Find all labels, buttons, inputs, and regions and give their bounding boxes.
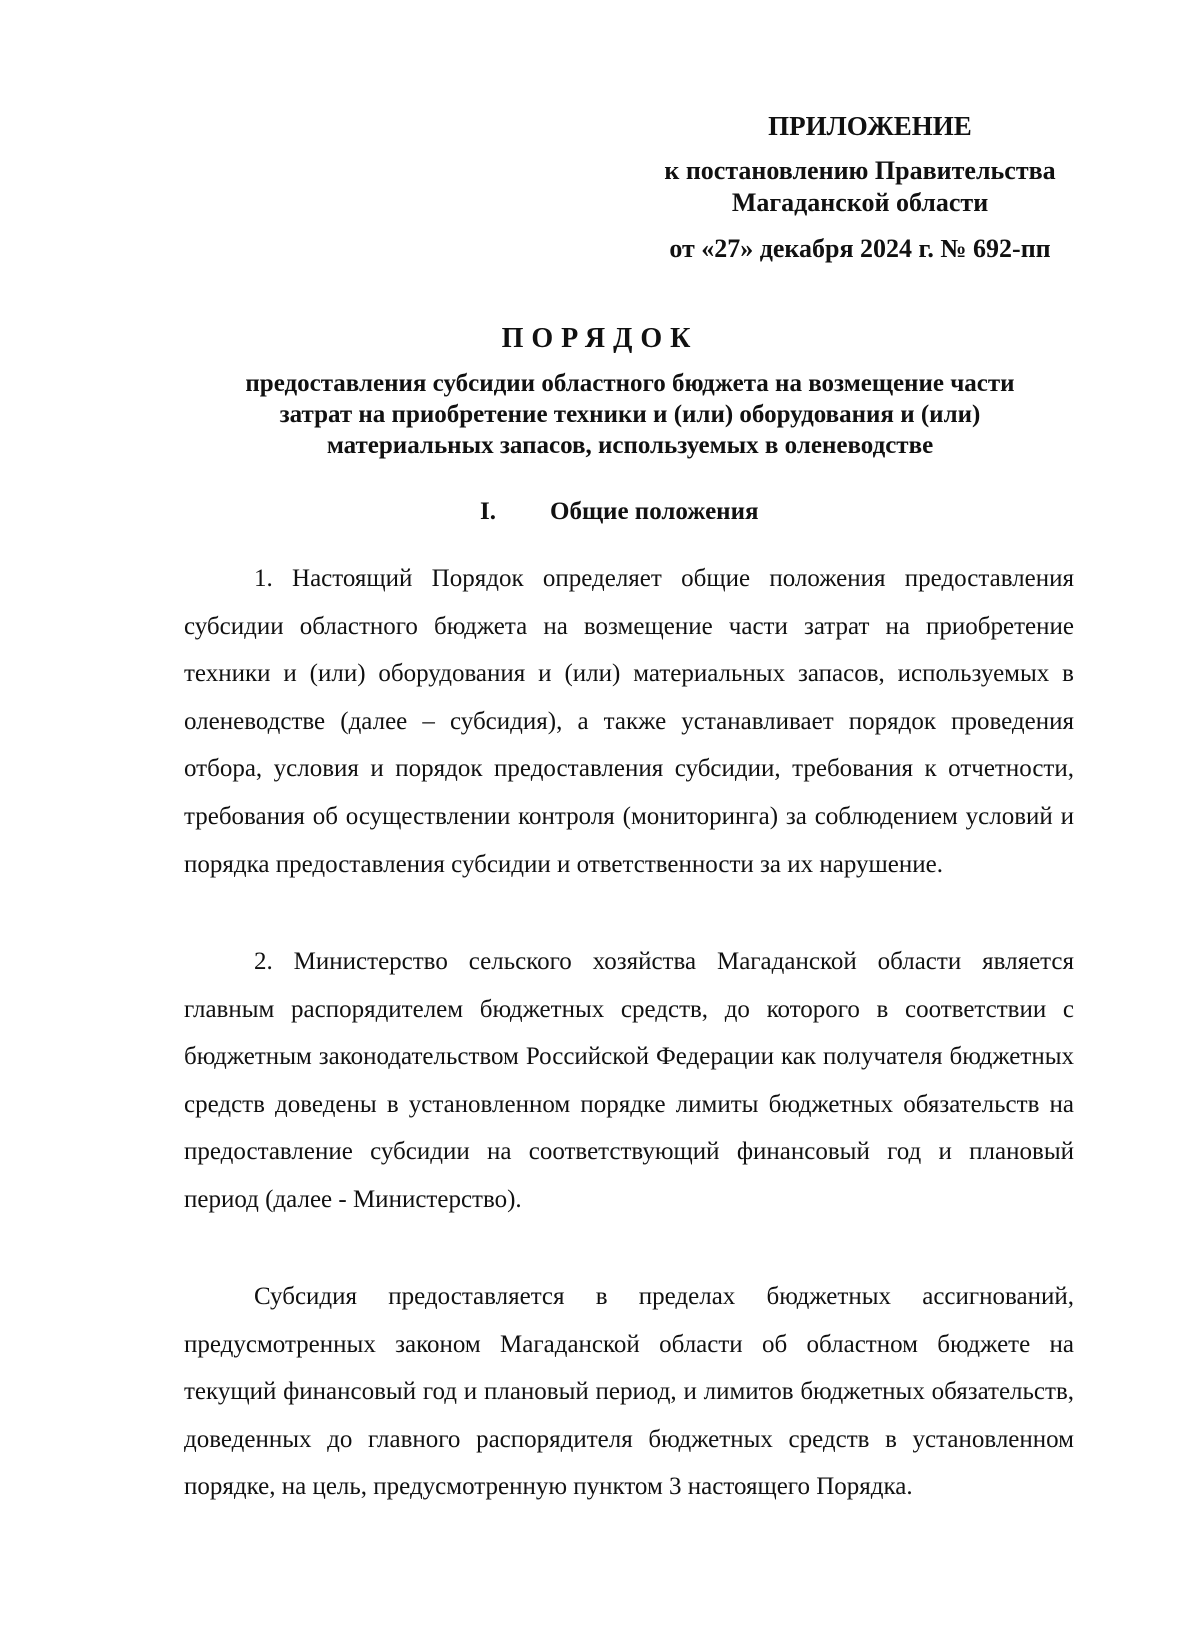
paragraph-3 — [184, 1273, 1074, 1511]
section-heading — [480, 498, 759, 526]
document-title: ПОРЯДОК — [501, 323, 699, 354]
section-number: I. — [480, 498, 496, 525]
appendix-resolution-line: к постановлению Правительства — [664, 156, 1056, 185]
paragraph-1 — [184, 555, 1074, 888]
paragraph-text: 2. Министерство сельского хозяйства Магаданской области является главным распорядителем бюджетных средств, до которого в соответствии с бюджетным законодательством Российской Федерации как получателя бюджетных средств доведены в установленном порядке лимиты бюджетных обязательств на предоставление субсидии на соответствующий финансовый год и плановый период (далее - Министерство). — [184, 948, 1074, 1213]
subtitle-line: предоставления субсидии областного бюджета на возмещение части — [245, 370, 1015, 397]
subtitle-line: затрат на приобретение техники и (или) оборудования и (или) — [279, 401, 981, 428]
appendix-region-line: Магаданской области — [731, 188, 989, 217]
document-subtitle — [180, 368, 1080, 461]
section-title: Общие положения — [550, 498, 759, 525]
subtitle-line: материальных запасов, используемых в оленеводстве — [326, 432, 934, 459]
appendix-title: ПРИЛОЖЕНИЕ — [768, 111, 972, 141]
appendix-date-number-line: от «27» декабря 2024 г. № 692-пп — [669, 234, 1051, 263]
paragraph-text: 1. Настоящий Порядок определяет общие положения предоставления субсидии областного бюджета на возмещение части затрат на приобретение техники и (или) оборудования и (или) материальных запасов, используемых в оленеводстве (далее – субсидия), а также устанавливает порядок проведения отбора, условия и порядок предоставления субсидии, требования к отчетности, требования об осуществлении контроля (мониторинга) за соблюдением условий и порядка предоставления субсидии и ответственности за их нарушение. — [184, 565, 1074, 878]
paragraph-text: Субсидия предоставляется в пределах бюджетных ассигнований, предусмотренных законом Магаданской области об областном бюджете на текущий финансовый год и плановый период, и лимитов бюджетных обязательств, доведенных до главного распорядителя бюджетных средств в установленном порядке, на цель, предусмотренную пунктом 3 настоящего Порядка. — [184, 1283, 1074, 1501]
paragraph-2 — [184, 938, 1074, 1224]
